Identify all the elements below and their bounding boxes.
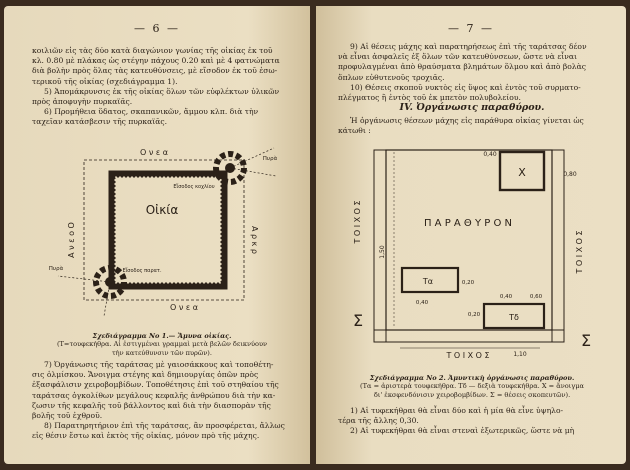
dim-mid: 0,60 bbox=[529, 294, 543, 300]
fire-arrow bbox=[230, 168, 276, 176]
caption-title: Σχεδιάγραμμα Νο 1.— Ἄμυνα οἰκίας. bbox=[92, 332, 232, 340]
text-line: βολῆς τοῦ ἐχθροῦ. bbox=[32, 411, 103, 421]
text-line: 7) Ὀργάνωσις τῆς ταράτσας μὲ γαιοσάκκους καὶ τοποθέτη- bbox=[44, 360, 274, 369]
text-line: 9) Αἱ θέσεις μάχης καὶ παρατηρήσεως ἐπὶ τῆς ταράτσας δέον bbox=[350, 42, 587, 51]
page-number: — 7 — bbox=[448, 22, 494, 35]
text-line: κοιλιῶν εἰς τὰς δύο κατὰ διαγώνιον γωνίας τῆς οἰκίας ἐκ τοῦ bbox=[32, 46, 273, 55]
wall-label-right: Τ Ο Ι Χ Ο Σ bbox=[575, 230, 584, 274]
text-line: 6) Προμήθεια ὕδατος, σκαπανικῶν, ἄμμου κλπ. διὰ τὴν bbox=[44, 107, 259, 117]
caption-line: δι' ἐκσφενδόνισιν χειροβομβίδων. Σ = θέσεις σκοπευτῶν). bbox=[373, 390, 571, 399]
bottom-text bbox=[32, 360, 292, 442]
text-line: νὰ εἶναι ἀσφαλεῖς ἐξ ὅλων τῶν κατευθύνσεων, ὥστε νὰ εἶναι bbox=[338, 52, 577, 62]
bottom-text bbox=[338, 406, 606, 437]
figure-caption bbox=[334, 374, 610, 399]
dim-ta-w: 0,40 bbox=[415, 300, 429, 306]
dim-top: 0,40 bbox=[483, 151, 497, 158]
sigma-left: Σ bbox=[352, 311, 364, 330]
top-text bbox=[32, 46, 292, 128]
td-label: Τδ bbox=[509, 313, 519, 322]
window-defense-diagram bbox=[340, 142, 608, 362]
text-line: ζωσιν τῆς κεφαλῆς τοῦ βάλλοντος καὶ διὰ τὴν διασπορὰν τῆς bbox=[32, 400, 271, 410]
left-page bbox=[4, 6, 310, 464]
top-text bbox=[338, 42, 606, 103]
label-bottom: Ο ν ε α bbox=[170, 303, 198, 312]
text-line: 10) Θέσεις σκοποῦ νυκτὸς εἰς ὕψος καὶ ἐντὸς τοῦ συρματο- bbox=[350, 82, 581, 92]
intro-text bbox=[338, 116, 606, 136]
text-line: πρὸς ἀποφυγὴν πυρκαϊᾶς. bbox=[32, 97, 133, 107]
caption-line: (Τ=τουφεκήθρα. Αἱ ἐστιγμέναι γραμμαὶ μετὰ βελῶν δεικνύουν bbox=[56, 340, 268, 349]
wall-bottom bbox=[374, 330, 564, 342]
text-line: τερικοῦ τῆς οἰκίας (σχεδιάγραμμα 1). bbox=[32, 76, 178, 86]
window-label: Π Α Ρ Α Θ Υ Ρ Ο Ν bbox=[423, 218, 513, 229]
text-line: ταράτσας ὀγκολίθων μεγάλους κεφαλῆς ἀνθρώπου διὰ τὴν κα- bbox=[32, 390, 276, 400]
page-number: — 6 — bbox=[134, 22, 180, 35]
dim-td-w: 0,40 bbox=[499, 294, 513, 300]
label-left: Α ν ε ο Ο bbox=[67, 222, 76, 258]
label-entrance-top: Εἴσοδος κοχλίου bbox=[173, 184, 215, 190]
dim-bottom: 1,10 bbox=[513, 351, 527, 358]
figure-caption bbox=[32, 332, 292, 357]
label-top: Ο ν ε α bbox=[140, 148, 168, 157]
right-page bbox=[316, 6, 626, 464]
label-fire-left: Πυρὰ bbox=[48, 266, 64, 272]
text-line: κλ. 0.80 μὲ πλάκας ὡς στέγην πάχους 0.20 καὶ μὲ 4 φατνώματα bbox=[32, 56, 280, 66]
text-line: τέρα τῆς ἄλλης 0,30. bbox=[338, 416, 419, 426]
text-line: 2) Αἱ τυφεκήθραι θὰ εἶναι στεναὶ ἐξωτερικῶς, ὥστε νὰ μὴ bbox=[350, 426, 575, 436]
text-line: ὅπλων εὐθυτενοῦς τροχιᾶς. bbox=[338, 72, 445, 82]
text-line: πλέγματος ἢ ἐντὸς τοῦ ἐκ μπετὸν πολυβολείου. bbox=[338, 93, 521, 103]
caption-title: Σχεδιάγραμμα Νο 2. Ἀμυντικὴ ὀργάνωσις παραθύρου. bbox=[369, 374, 575, 382]
dim-td-h: 0,20 bbox=[467, 312, 481, 318]
caption-line: (Τα = ἀριστερὰ τουφεκήθρα. Τδ — δεξιὰ τουφεκήθρα. Χ = ἄνοιγμα bbox=[360, 382, 584, 391]
text-line: 5) Ἀπομάκρυνσις ἐκ τῆς οἰκίας ὅλων τῶν εὐφλέκτων ὑλικῶν bbox=[44, 86, 280, 96]
ta-label: Τα bbox=[422, 277, 434, 286]
text-line: ταχεῖαν κατάσβεσιν τῆς πυρκαϊᾶς. bbox=[32, 117, 168, 127]
text-line: κάτωθι : bbox=[338, 126, 371, 136]
caption-line: τὴν κατεύθυνσιν τῶν πυρῶν). bbox=[112, 348, 212, 357]
text-line: σις ὁλμίσκου. Ἄνοιγμα στέγης καὶ δημιουργίας ὀπῶν πρὸς bbox=[32, 370, 259, 380]
label-fire-top: Πυρὰ bbox=[262, 156, 278, 162]
text-line: 1) Αἱ τυφεκήθραι θὰ εἶναι δύο καὶ ἡ μία θὰ εἶνε ὑψηλο- bbox=[350, 406, 564, 415]
fire-arrow bbox=[104, 282, 110, 316]
text-line: προφυλαγμέναι ἀπὸ θραύσματα βλημάτων ὅλμου καὶ ἀπὸ βολὰς bbox=[338, 62, 587, 72]
house-defense-diagram bbox=[44, 130, 284, 320]
wall-label-left: Τ Ο Ι Χ Ο Σ bbox=[353, 200, 362, 244]
label-right: Α ρ κ ρ bbox=[250, 226, 259, 254]
house-label: Οἰκία bbox=[145, 203, 179, 217]
label-entrance-bottom: Εἴσοδος παρατ. bbox=[122, 268, 162, 274]
section-heading: IV. Ὀργάνωσις παραθύρου. bbox=[399, 102, 545, 113]
text-line: Ἡ ὀργάνωσις θέσεων μάχης εἰς παράθυρα οἰκίας γίνεται ὡς bbox=[350, 116, 584, 125]
dim-ta-h: 0,20 bbox=[461, 280, 475, 286]
dim-x: 0,80 bbox=[563, 171, 577, 178]
wall-label-bottom: Τ Ο Ι Χ Ο Σ bbox=[446, 351, 490, 360]
x-label: Χ bbox=[518, 166, 526, 179]
wall-right bbox=[552, 150, 564, 342]
text-line: εἰς θέσιν ἔστω καὶ ἐκτὸς τῆς οἰκίας, μόνον πρὸ τῆς μάχης. bbox=[32, 431, 260, 441]
sigma-right: Σ bbox=[580, 331, 592, 350]
text-line: ἐξασφάλισιν χειροβομβίδων. Τοποθέτησις ἐπὶ τοῦ στηθαίου τῆς bbox=[32, 380, 279, 390]
dim-left-height: 1,50 bbox=[379, 245, 386, 259]
text-line: διὰ βολὴν πρὸς ὅλας τὰς κατευθύνσεις, μὲ εἴσοδον ἐκ τοῦ ἐσω- bbox=[32, 66, 278, 76]
text-line: 8) Παρατηρητήριον ἐπὶ τῆς ταράτσας, ἂν προσφέρεται, ἄλλως bbox=[44, 421, 285, 431]
